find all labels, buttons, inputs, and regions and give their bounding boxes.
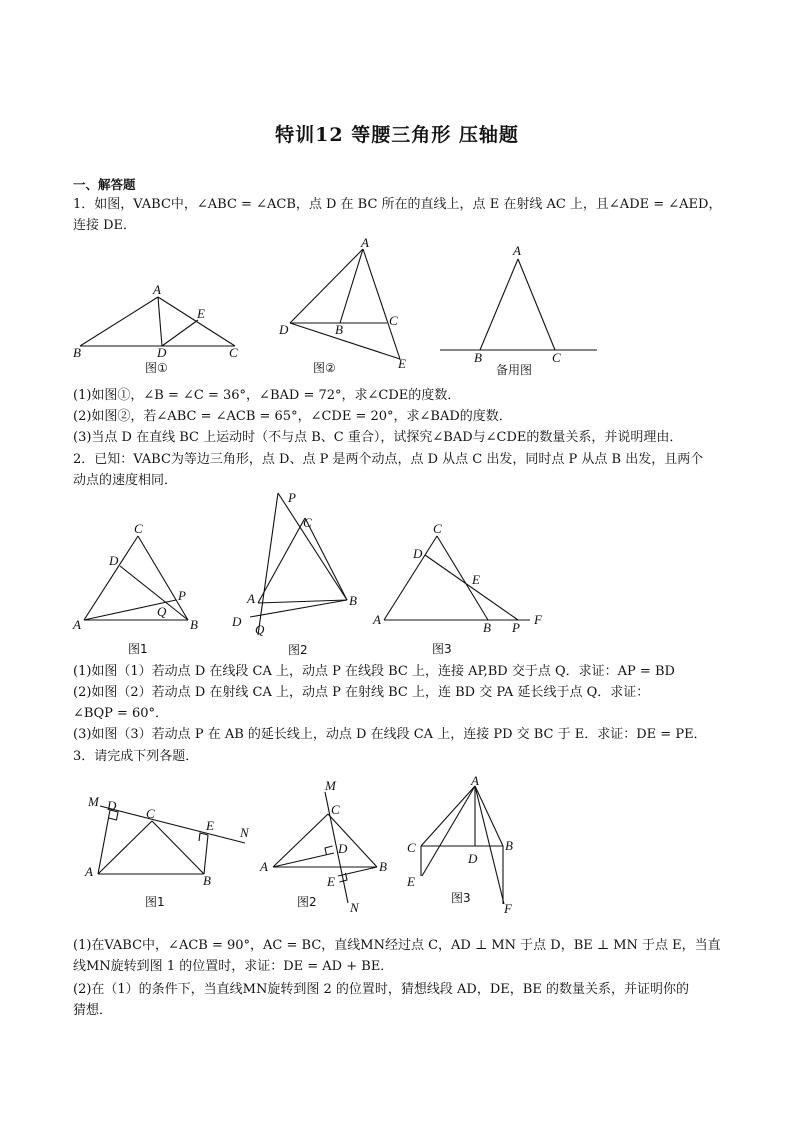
q2-figure-2 <box>225 485 375 660</box>
q2f1-label-p: P <box>178 588 186 603</box>
q3-figure-3-caption: 图3 <box>451 891 471 905</box>
q2-figure-3-caption: 图3 <box>432 642 452 656</box>
q3f2-label-b: B <box>379 859 387 874</box>
q2f3-label-p: P <box>512 620 520 635</box>
q3f1-label-m: M <box>88 794 99 809</box>
q3f3-label-e: E <box>407 874 415 889</box>
q2f3-label-a: A <box>373 612 381 627</box>
q2-stem-line-2: 动点的速度相同． <box>73 473 178 488</box>
q3-stem: 3．请完成下列各题． <box>73 749 199 764</box>
q3-part-1-line-2: 线MN旋转到图 1 的位置时，求证：DE = AD + BE． <box>73 959 394 974</box>
q3-part-2-line-2: 猜想． <box>73 1003 113 1018</box>
q3-figure-1 <box>80 790 260 915</box>
q1f3-label-b: B <box>474 350 482 365</box>
q3f2-label-m: M <box>325 778 336 793</box>
q1f1-label-d: D <box>157 345 167 360</box>
q2-part-2-line-2: ∠BQP = 60°． <box>73 706 169 721</box>
q2-part-3: (3)如图（3）若动点 P 在 AB 的延长线上，动点 D 在线段 CA 上，连接 PD 交 BC 于 E．求证：DE = PE． <box>73 727 707 742</box>
q1-figure-backup <box>435 240 605 380</box>
q2f1-label-a: A <box>73 617 81 632</box>
q2f2-label-d: D <box>232 614 242 629</box>
q1-figure-backup-caption: 备用图 <box>496 363 533 377</box>
page-title: 特训12 等腰三角形 压轴题 <box>275 124 519 146</box>
q2f1-label-b: B <box>190 617 198 632</box>
q1-figure-1 <box>70 280 260 380</box>
q3-figure-2 <box>255 778 395 918</box>
q2f2-label-b: B <box>349 593 357 608</box>
q3f2-label-e: E <box>327 874 335 889</box>
q1f1-label-b: B <box>73 345 81 360</box>
q2-figure-1 <box>70 520 210 660</box>
q3f2-label-c: C <box>331 802 340 817</box>
q2f1-label-q: Q <box>157 604 167 619</box>
q3f2-label-n: N <box>350 900 359 915</box>
q3f3-label-c: C <box>407 840 416 855</box>
q2f2-label-q: Q <box>255 622 265 637</box>
q2f3-label-b: B <box>483 620 491 635</box>
section-heading: 一、解答题 <box>73 177 136 192</box>
q1f2-label-e: E <box>398 356 406 371</box>
q1-part-1: (1)如图①，∠B = ∠C = 36°，∠BAD = 72°，求∠CDE的度数． <box>73 388 461 403</box>
q1f2-label-d: D <box>279 322 289 337</box>
q2f3-label-f: F <box>534 612 542 627</box>
q1f1-label-c: C <box>229 345 238 360</box>
q2f2-label-c: C <box>303 515 312 530</box>
q3f3-label-f: F <box>504 901 512 916</box>
q1f3-label-a: A <box>513 243 521 258</box>
q2f2-label-p: P <box>288 490 296 505</box>
q1f2-label-a: A <box>361 235 369 250</box>
q3f1-label-d: D <box>107 798 117 813</box>
q2f3-label-e: E <box>472 572 480 587</box>
q3-figure-2-caption: 图2 <box>297 895 317 909</box>
q1-part-2: (2)如图②，若∠ABC = ∠ACB = 65°，∠CDE = 20°，求∠BAD的度数． <box>73 409 512 424</box>
q1f1-label-a: A <box>153 282 161 297</box>
q1-figure-1-caption: 图① <box>145 361 168 375</box>
q2-part-1: (1)如图（1）若动点 D 在线段 CA 上，动点 P 在线段 BC 上，连接 AP,BD 交于点 Q．求证：AP = BD <box>73 664 675 679</box>
q2-figure-1-caption: 图1 <box>128 642 148 656</box>
q3f2-label-d: D <box>338 841 348 856</box>
q3f1-label-e: E <box>206 818 214 833</box>
q2-figure-2-caption: 图2 <box>288 643 308 657</box>
q2-part-2-line-1: (2)如图（2）若动点 D 在射线 CA 上，动点 P 在射线 BC 上，连 BD 交 PA 延长线于点 Q．求证： <box>73 685 650 700</box>
q3f1-label-a: A <box>85 864 93 879</box>
q2f3-label-c: C <box>433 521 442 536</box>
q1-stem-line-2: 连接 DE． <box>73 218 137 233</box>
q2-stem-line-1: 2．已知：VABC为等边三角形，点 D、点 P 是两个动点，点 D 从点 C 出发，同时点 P 从点 B 出发，且两个 <box>73 452 704 467</box>
q1f1-label-e: E <box>197 306 205 321</box>
q3f2-label-a: A <box>260 859 268 874</box>
q3-part-2-line-1: (2)在（1）的条件下，当直线MN旋转到图 2 的位置时，猜想线段 AD，DE，BE 的数量关系，并证明你的 <box>73 982 689 997</box>
q1-figure-2-caption: 图② <box>313 361 336 375</box>
q3f1-label-c: C <box>146 806 155 821</box>
q2-figure-3 <box>370 520 550 660</box>
q3-figure-1-caption: 图1 <box>145 895 165 909</box>
q1-figure-2 <box>275 235 425 380</box>
q2f1-label-c: C <box>134 521 143 536</box>
q3-figure-3 <box>400 770 540 920</box>
q1-part-3: (3)当点 D 在直线 BC 上运动时（不与点 B、C 重合），试探究∠BAD与∠CDE的数量关系，并说明理由． <box>73 430 683 445</box>
q1f2-label-c: C <box>389 313 398 328</box>
q2f3-label-d: D <box>413 546 423 561</box>
q2f2-label-a: A <box>247 591 255 606</box>
q3f1-label-b: B <box>203 873 211 888</box>
q3f3-label-a: A <box>471 773 479 788</box>
q3f3-label-d: D <box>468 851 478 866</box>
q1f3-label-c: C <box>552 350 561 365</box>
q3f3-label-b: B <box>505 838 513 853</box>
q3f1-label-n: N <box>240 825 249 840</box>
q1-stem-line-1: 1．如图，VABC中，∠ABC = ∠ACB，点 D 在 BC 所在的直线上，点 E 在射线 AC 上，且∠ADE = ∠AED， <box>73 197 722 212</box>
q3-part-1-line-1: (1)在VABC中，∠ACB = 90°，AC = BC，直线MN经过点 C，AD ⊥ MN 于点 D，BE ⊥ MN 于点 E，当直 <box>73 938 721 953</box>
q2f1-label-d: D <box>109 553 119 568</box>
q1f2-label-b: B <box>335 322 343 337</box>
